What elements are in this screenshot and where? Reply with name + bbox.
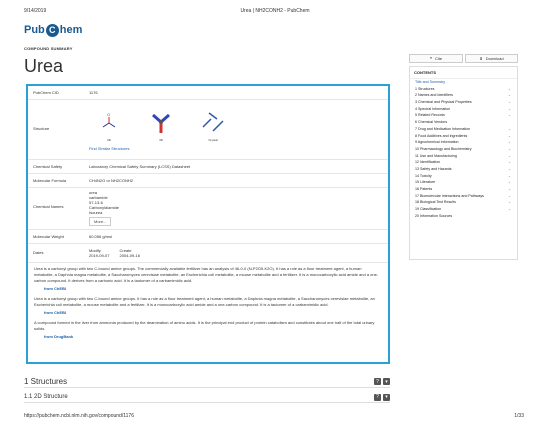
section-title: 1.1 2D Structure	[24, 394, 68, 400]
toc-item[interactable]	[410, 126, 517, 133]
description-source-link[interactable]: from ChEBI	[44, 286, 66, 291]
name-item: urea	[89, 190, 98, 195]
formula-value[interactable]: CH4N2O or NH2CONH2	[89, 178, 134, 183]
toc-heading: CONTENTS	[410, 67, 517, 79]
toc-item-label: 9 Agrochemical Information	[415, 140, 459, 145]
create-date: 2004-09-16	[119, 253, 140, 258]
cite-button[interactable]	[409, 54, 463, 63]
print-date: 9/14/2019	[24, 8, 47, 14]
description-section	[28, 263, 388, 347]
mw-value: 60.056 g/mol	[89, 234, 113, 239]
toc-item-label: 14 Toxicity	[415, 173, 432, 178]
mw-label: Molecular Weight	[33, 234, 64, 239]
toc-item[interactable]	[410, 153, 517, 160]
more-names-button[interactable]: More...	[89, 217, 111, 226]
names-label: Chemical Names	[33, 204, 64, 209]
toc-item-label: 3 Chemical and Physical Properties	[415, 100, 472, 105]
names-row	[28, 188, 388, 230]
chem-safety-label: Chemical Safety	[33, 164, 63, 169]
description-source-link[interactable]: from DrugBank	[44, 334, 74, 339]
toc-item[interactable]	[410, 92, 517, 99]
toc-item-label: 13 Safety and Hazards	[415, 166, 452, 171]
chevron-down-icon[interactable]: ⌄	[507, 126, 511, 131]
section-2d-structure[interactable]	[24, 392, 390, 403]
structure-3d[interactable]	[147, 107, 175, 141]
help-icon[interactable]: ?	[374, 394, 381, 401]
cid-label: PubChem CID	[33, 90, 59, 95]
structure-3d-image	[147, 107, 175, 137]
description-text: Urea is a carbonyl group with two C-bound amine groups. It has a role as a flour treatment agent, a human metabolite, a Daphnia magna metabolite, a Saccharomyces cerevisiae metabolite, an Escherichia coli metabolite, a mouse metabolite and a fertilizer. It is a monocarboxylic acid amide and a one-carbon compound. It is a tautomer of a carbamimidic acid.	[34, 296, 375, 307]
collapse-icon[interactable]: ▾	[383, 378, 390, 385]
toc-item[interactable]	[410, 79, 517, 86]
toc-item[interactable]	[410, 186, 517, 193]
logo-c: C	[46, 24, 59, 37]
download-button[interactable]	[465, 54, 518, 63]
chem-safety-link[interactable]: Laboratory Chemical Safety Summary (LCSS) Datasheet	[89, 164, 191, 169]
chevron-down-icon[interactable]: ⌄	[507, 180, 511, 185]
chevron-down-icon[interactable]: ⌄	[507, 166, 511, 171]
create-label: Create	[119, 248, 132, 253]
caption-crystal: Crystal	[208, 138, 218, 142]
dates-row	[28, 244, 388, 263]
print-header	[0, 6, 550, 16]
chevron-down-icon[interactable]: ⌄	[507, 100, 511, 105]
toc-item[interactable]	[410, 213, 517, 220]
toc-item[interactable]	[410, 199, 517, 206]
toc-item[interactable]	[410, 206, 517, 213]
toc-item-label: 18 Biological Test Results	[415, 200, 456, 205]
toc-item-label: 5 Related Records	[415, 113, 445, 118]
toc-item[interactable]	[410, 166, 517, 173]
toc-item[interactable]	[410, 112, 517, 119]
cid-row	[28, 86, 388, 100]
download-icon: ⬇	[479, 56, 483, 61]
logo-prefix: Pub	[24, 24, 45, 36]
page-title: Urea	[24, 56, 64, 76]
toc-item[interactable]	[410, 99, 517, 106]
toc-item-label: 7 Drug and Medication Information	[415, 126, 471, 131]
caption-3d: 3D	[159, 138, 163, 142]
chevron-down-icon[interactable]: ⌄	[507, 93, 511, 98]
toc-item[interactable]	[410, 139, 517, 146]
section-title: 1 Structures	[24, 377, 68, 386]
section-structures[interactable]	[24, 376, 390, 388]
toc-item-label: 17 Biomolecular Interactions and Pathways	[415, 193, 484, 198]
toc-item[interactable]	[410, 133, 517, 140]
table-of-contents	[409, 66, 518, 260]
print-url: https://pubchem.ncbi.nlm.nih.gov/compound/1176	[24, 413, 134, 419]
structure-row	[28, 100, 388, 160]
structure-label: Structure	[33, 126, 50, 131]
print-title: Urea | NH2CONH2 - PubChem	[240, 8, 310, 14]
quote-icon: ❝	[429, 56, 433, 61]
toc-item-label: 4 Spectral Information	[415, 106, 451, 111]
svg-text:O: O	[107, 112, 111, 117]
chevron-down-icon[interactable]: ⌄	[507, 133, 511, 138]
chevron-down-icon[interactable]: ⌄	[507, 106, 511, 111]
description-source-link[interactable]: from ChEBI	[44, 310, 66, 315]
toc-item-label: 1 Structures	[415, 86, 435, 91]
download-label: Download	[485, 56, 504, 61]
toc-item-label: 6 Chemical Vendors	[415, 120, 448, 125]
name-item: Carbonyldiamide	[89, 205, 120, 210]
name-item: Isourea	[89, 210, 103, 215]
collapse-icon[interactable]: ▾	[383, 394, 390, 401]
chevron-down-icon[interactable]: ⌄	[507, 86, 511, 91]
print-page: 1/33	[514, 413, 524, 419]
description-text: A compound formed in the liver from ammonia produced by the deamination of amino acids. It is the principal end product of protein catabolism and constitutes about one half of the total urinary solids.	[34, 320, 375, 331]
toc-item-label: 15 Literature	[415, 180, 436, 185]
logo-suffix: hem	[59, 24, 83, 36]
structure-2d-image	[95, 107, 123, 137]
formula-label: Molecular Formula	[33, 178, 67, 183]
toc-item[interactable]	[410, 193, 517, 200]
modify-label: Modify	[89, 248, 101, 253]
chem-safety-row	[28, 160, 388, 174]
toc-item-label: 19 Classification	[415, 207, 442, 212]
chevron-down-icon[interactable]: ⌄	[507, 113, 511, 118]
toc-item[interactable]	[410, 159, 517, 166]
toc-item-label: 20 Information Sources	[415, 213, 453, 218]
dates-label: Dates	[33, 250, 44, 255]
formula-row	[28, 174, 388, 188]
toc-item-label: 16 Patents	[415, 187, 433, 191]
structure-crystal[interactable]	[199, 107, 227, 141]
toc-item-label: 11 Use and Manufacturing	[415, 153, 457, 158]
chevron-down-icon[interactable]: ⌄	[507, 193, 511, 198]
cid-value: 1176	[89, 90, 98, 95]
chevron-down-icon[interactable]: ⌄	[507, 207, 511, 212]
cite-label: Cite	[435, 56, 443, 61]
chevron-down-icon[interactable]: ⌄	[507, 160, 511, 165]
toc-item[interactable]	[410, 86, 517, 93]
toc-item-label: 12 Identification	[415, 160, 441, 165]
toc-item[interactable]	[410, 119, 517, 126]
caption-2d: 2D	[107, 138, 111, 142]
structure-2d[interactable]	[95, 107, 123, 141]
name-item: carbamide	[89, 195, 108, 200]
modify-date: 2019-09-07	[89, 253, 110, 258]
chevron-down-icon[interactable]: ⌄	[507, 146, 511, 151]
chevron-down-icon[interactable]: ⌄	[507, 153, 511, 158]
toc-item[interactable]	[410, 146, 517, 153]
chevron-down-icon[interactable]: ⌄	[507, 200, 511, 205]
chevron-down-icon[interactable]: ⌄	[507, 140, 511, 145]
summary-card	[26, 84, 390, 364]
toc-item[interactable]	[410, 106, 517, 113]
find-similar-link[interactable]: Find Similar Structures	[89, 146, 130, 151]
help-icon[interactable]: ?	[374, 378, 381, 385]
toc-item[interactable]	[410, 173, 517, 180]
name-item: 57-13-6	[89, 200, 103, 205]
mw-row	[28, 230, 388, 244]
toc-item-label: Title and Summary	[415, 80, 446, 84]
toc-item-label: 8 Food Additives and Ingredients	[415, 133, 468, 138]
pubchem-logo[interactable]	[24, 22, 82, 38]
structure-crystal-image	[199, 107, 227, 137]
description-text: Urea is a carbonyl group with two C-bound amine groups. The commercially available fertilizer has an analysis of 46-0-0 (N-P2O5-K2O). It has a role as a flour treatment agent, a human metabolite, a Daphnia magna metabolite, a Saccharomyces cerevisiae metabolite, an Escherichia coli metabolite, a mouse metabolite and a fertilizer. It is a monocarboxylic acid amide and a one-carbon compound. It derives from a carbonic acid. It is a tautomer of a carbamimidic acid.	[34, 266, 379, 283]
chevron-down-icon[interactable]: ⌄	[507, 173, 511, 178]
chevron-down-icon[interactable]: ⌄	[507, 187, 511, 191]
toc-item[interactable]	[410, 179, 517, 186]
print-footer	[0, 411, 550, 421]
toc-item-label: 10 Pharmacology and Biochemistry	[415, 146, 472, 151]
breadcrumb: COMPOUND SUMMARY	[24, 46, 73, 51]
toc-item-label: 2 Names and Identifiers	[415, 93, 453, 98]
